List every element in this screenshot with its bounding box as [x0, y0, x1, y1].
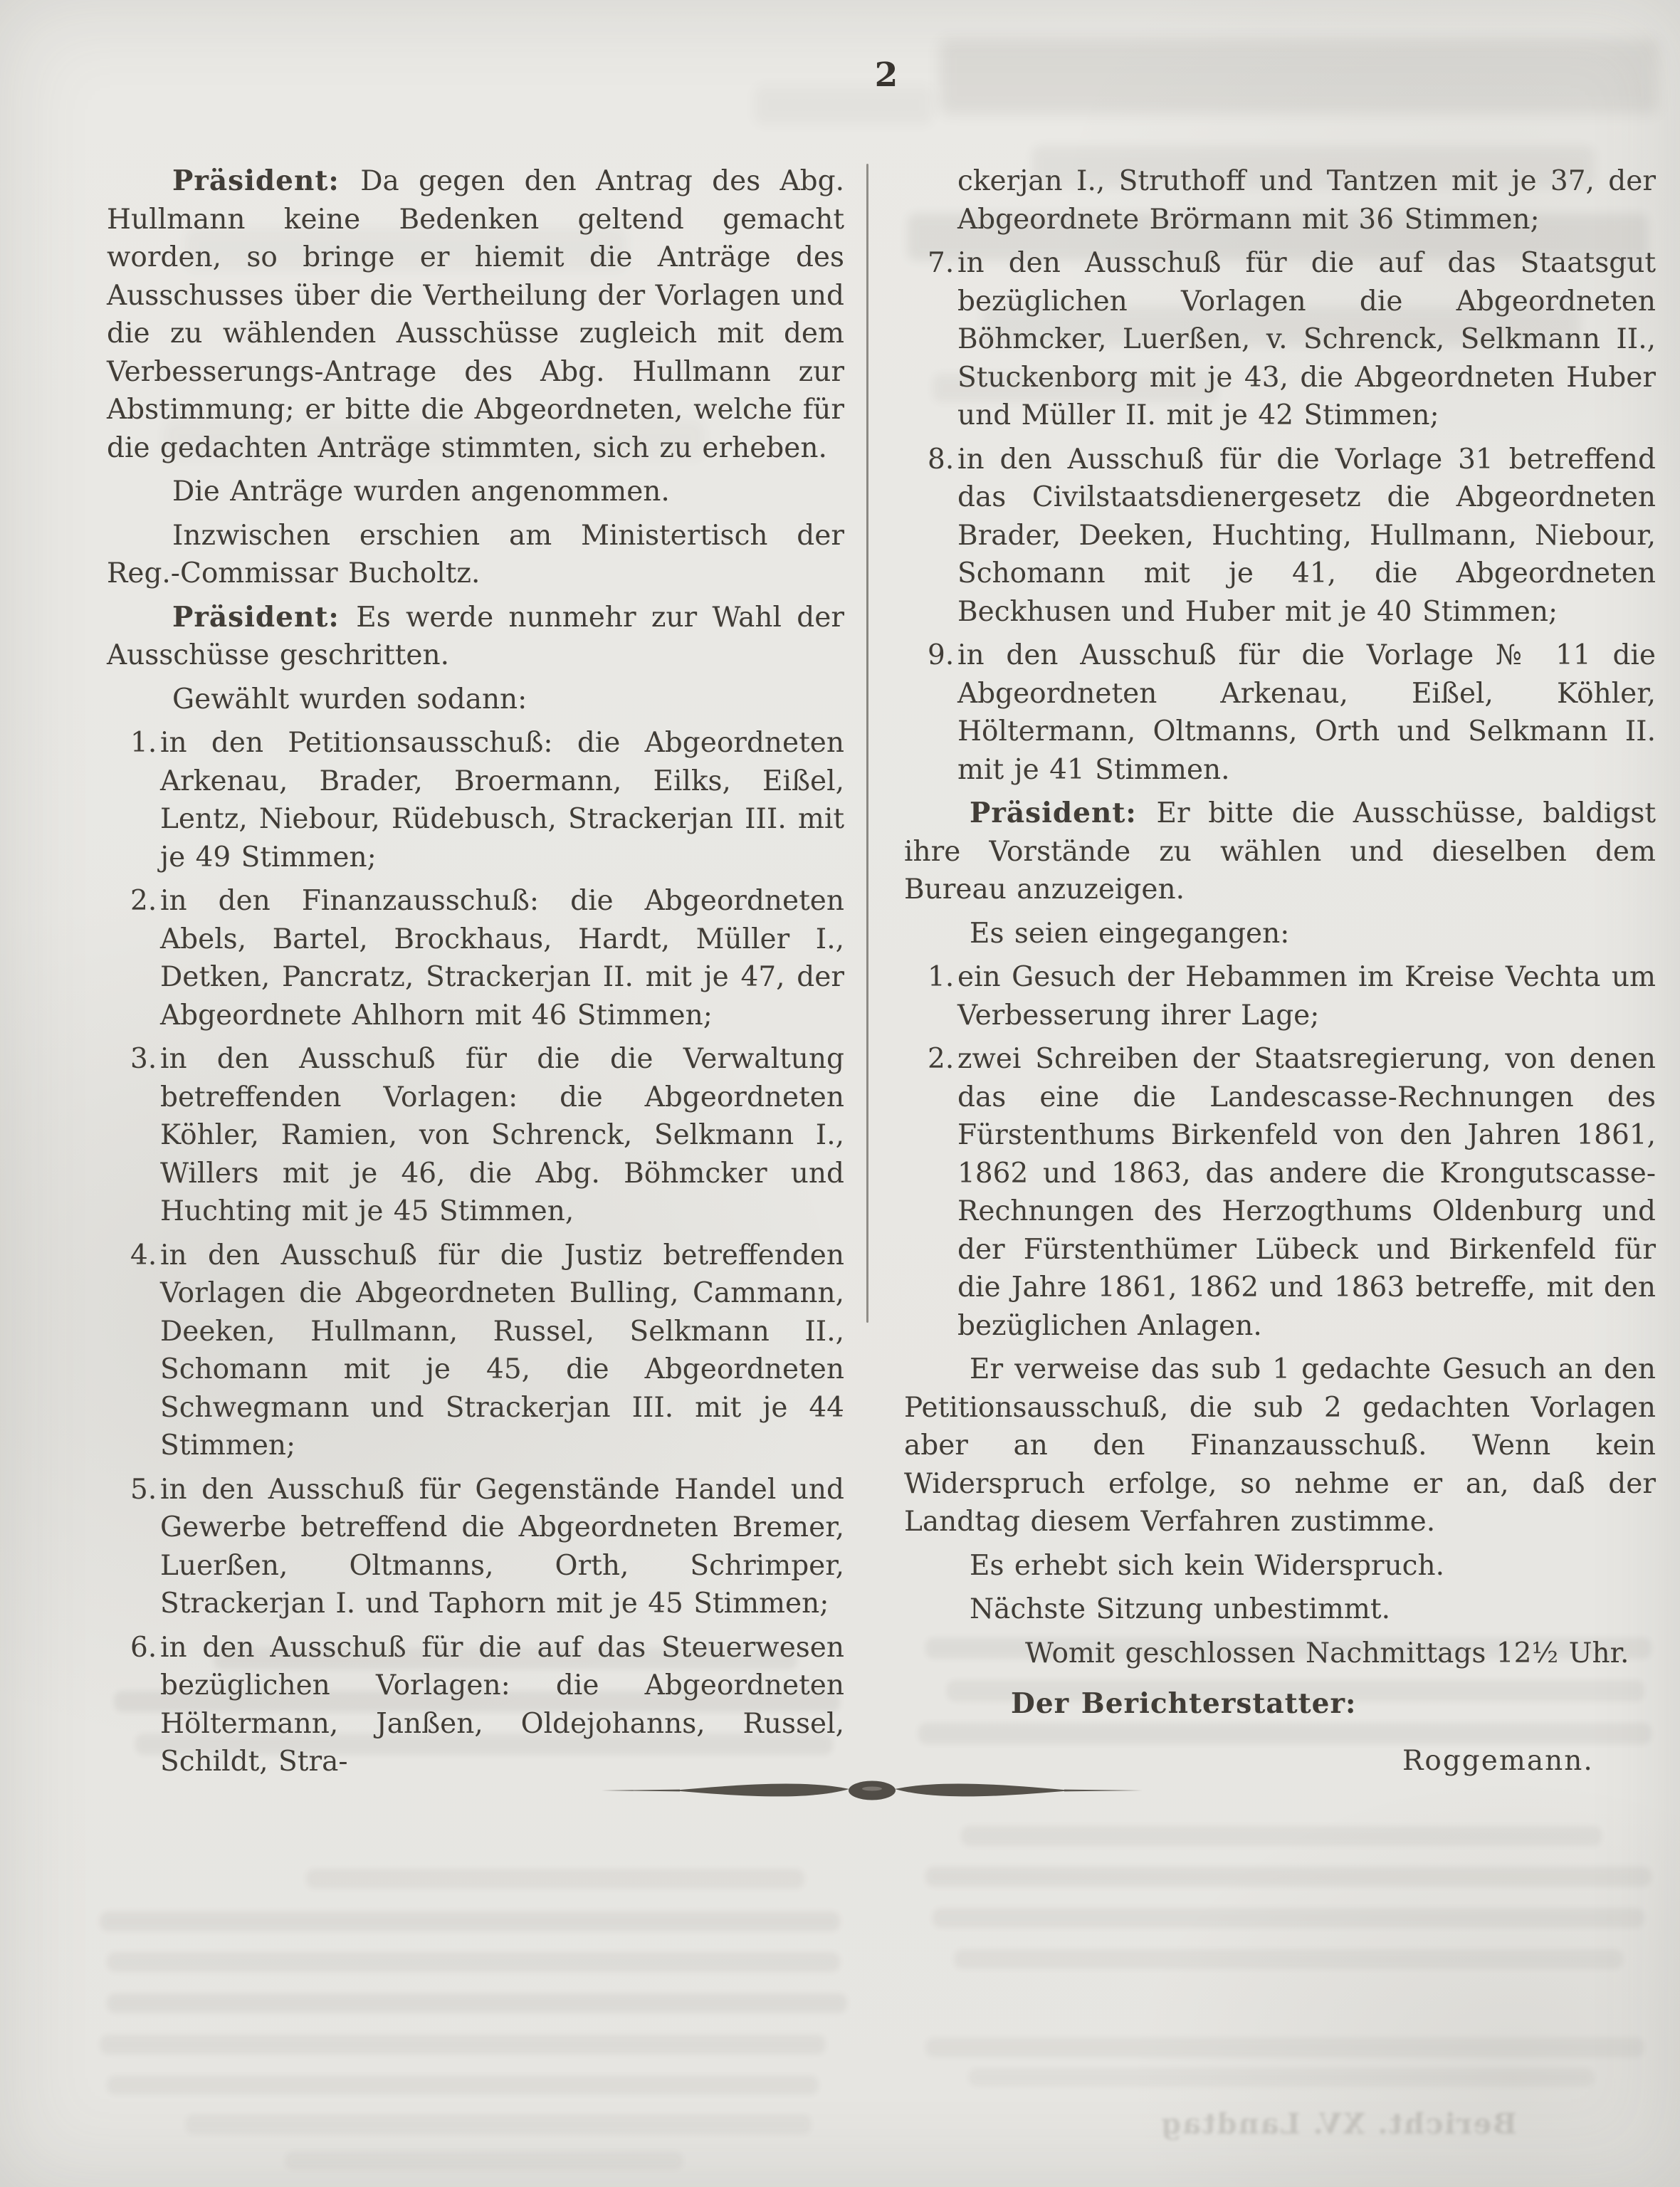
item-text: in den Ausschuß für Gegenstände Handel und Gewerbe betreffend die Abgeordneten Bremer, Luerßen, Oltmanns, Orth, Schrimper, Strackerjan I. und Taphorn mit je 45 Stimmen; — [160, 1473, 844, 1620]
ghost-bar — [107, 2075, 819, 2095]
item-text: in den Ausschuß für die auf das Staatsgut bezüglichen Vorlagen die Abgeordneten Böhmcker, Luerßen, v. Schrenck, Selkmann II., Stuckenborg mit je 43, die Abgeordneten Huber und Müller II. mit je 42 Stimmen; — [957, 247, 1656, 431]
item-number: 9. — [928, 639, 955, 671]
right-block-11-para2 — [904, 1635, 1656, 1673]
paragraph-text: Der Berichterstatter: — [1011, 1687, 1357, 1720]
item-text: in den Ausschuß für die die Verwaltung betreffenden Vorlagen: die Abgeordneten Köhler, Ramien, von Schrenck, Selkmann I., Willers mit je 46, die Abg. Böhmcker und Huchting mit je 45 Stimmen, — [160, 1043, 844, 1227]
left-column — [107, 162, 844, 1781]
paragraph-text: Die Anträge wurden angenommen. — [172, 476, 670, 508]
right-block-13-signature — [904, 1742, 1656, 1780]
left-block-10-item — [107, 1629, 844, 1781]
right-block-10-para — [904, 1590, 1656, 1629]
right-block-1-item — [904, 244, 1656, 435]
item-number: 3. — [130, 1043, 157, 1075]
left-block-5-item — [107, 724, 844, 876]
speaker-label: Präsident: — [970, 797, 1157, 829]
item-text: in den Ausschuß für die auf das Steuerwesen bezüglichen Vorlagen: die Abgeordneten Höltermann, Janßen, Oldejohanns, Russel, Schildt, Stra- — [160, 1631, 844, 1778]
ghost-bar — [933, 1908, 1644, 1928]
right-block-8-para — [904, 1351, 1656, 1541]
left-block-3-speaker — [107, 599, 844, 675]
paragraph-text: Es seien eingegangen: — [970, 917, 1290, 950]
ghost-bar — [940, 39, 1659, 114]
ghost-bar — [185, 2114, 812, 2134]
paragraph-text: Nächste Sitzung unbestimmt. — [970, 1593, 1390, 1625]
item-text: in den Ausschuß für die Justiz betreffenden Vorlagen die Abgeordneten Bulling, Cammann, Deeken, Hullmann, Russel, Selkmann II., Schomann mit je 45, die Abgeordneten Schwegmann und Strackerjan III. mit je 44 Stimmen; — [160, 1239, 844, 1462]
ghost-bar — [306, 1869, 804, 1889]
item-number: 2. — [928, 1043, 955, 1075]
right-column — [904, 162, 1656, 1780]
paragraph-text: Roggemann. — [1402, 1744, 1594, 1777]
ghost-bar — [925, 1867, 1652, 1887]
ghost-bar — [100, 1911, 840, 1931]
ghost-footer-text: Bericht. XV. Landtag — [1160, 2107, 1517, 2141]
right-block-9-para — [904, 1547, 1656, 1585]
paragraph-text: Womit geschlossen Nachmittags 12½ Uhr. — [1025, 1637, 1629, 1669]
right-block-12-heading — [904, 1685, 1656, 1724]
column-divider-rule — [866, 164, 868, 1323]
right-block-4-speaker — [904, 794, 1656, 909]
ghost-bar — [968, 2068, 1595, 2087]
paragraph-text: Es werde nunmehr zur Wahl der Ausschüsse geschritten. — [107, 601, 844, 671]
item-text: in den Ausschuß für die Vorlage № 11 die Abgeordneten Arkenau, Eißel, Köhler, Höltermann, Oltmanns, Orth und Selkmann II. mit je 41 Stimmen. — [957, 639, 1656, 786]
speaker-label: Präsident: — [172, 164, 361, 197]
ghost-bar — [100, 2035, 826, 2055]
paragraph-text: Da gegen den Antrag des Abg. Hullmann keine Bedenken geltend gemacht worden, so bringe er hiemit die Anträge des Ausschusses über die Vertheilung der Vorlagen und die zu wählenden Ausschüsse zugleich mit dem Verbesserungs-Antrage des Abg. Hullmann zur Abstimmung; er bitte die Abgeordneten, welche für die gedachten Anträge stimmten, sich zu erheben. — [107, 165, 844, 464]
item-number: 1. — [928, 961, 955, 993]
item-number: 5. — [130, 1473, 157, 1506]
ghost-bar — [961, 1826, 1602, 1846]
ghost-bar — [107, 1952, 840, 1972]
speaker-label: Präsident: — [172, 600, 357, 634]
left-block-2-para — [107, 517, 844, 593]
right-block-6-item — [904, 958, 1656, 1034]
item-text: in den Ausschuß für die Vorlage 31 betreffend das Civilstaatsdienergesetz die Abgeordneten Brader, Deeken, Huchting, Hullmann, Niebour, Schomann mit je 41, die Abgeordneten Beckhusen und Huber mit je 40 Stimmen; — [957, 443, 1656, 628]
item-text: zwei Schreiben der Staatsregierung, von denen das eine die Landescasse-Rechnungen des Fürstenthums Birkenfeld von den Jahren 1861, 1862 und 1863, das andere die Krongutscasse-Rechnungen des Herzogthums Oldenburg und der Fürstenthümer Lübeck und Birkenfeld für die Jahre 1861, 1862 und 1863 betreffe, mit den bezüglichen Anlagen. — [957, 1043, 1656, 1342]
paragraph-text: Es erhebt sich kein Widerspruch. — [970, 1549, 1445, 1582]
left-block-1-para — [107, 473, 844, 511]
page-number: 2 — [874, 56, 898, 95]
left-block-7-item — [107, 1040, 844, 1231]
ghost-bar — [925, 2037, 1644, 2057]
ghost-bar — [285, 2151, 683, 2170]
item-number: 2. — [130, 885, 157, 917]
item-number: 8. — [928, 443, 955, 476]
right-block-2-item — [904, 441, 1656, 631]
right-block-7-item — [904, 1040, 1656, 1345]
item-number: 4. — [130, 1239, 157, 1271]
divider-ornament — [602, 1777, 1143, 1805]
left-block-9-item — [107, 1471, 844, 1623]
item-text: in den Petitionsausschuß: die Abgeordneten Arkenau, Brader, Broermann, Eilks, Eißel, Lentz, Niebour, Rüdebusch, Strackerjan III. mit je 49 Stimmen; — [160, 727, 844, 874]
item-number: 7. — [928, 247, 955, 279]
paragraph-text: Er bitte die Ausschüsse, baldigst ihre Vorstände zu wählen und dieselben dem Bureau anzuzeigen. — [904, 797, 1656, 906]
ghost-bar — [107, 1993, 847, 2013]
paragraph-text: ckerjan I., Struthoff und Tantzen mit je 37, der Abgeordnete Brörmann mit 36 Stimmen; — [957, 165, 1656, 236]
paragraph-text: Gewählt wurden sodann: — [172, 683, 527, 715]
left-block-0-speaker — [107, 162, 844, 467]
item-number: 6. — [130, 1631, 157, 1664]
swelled-rule-icon — [602, 1777, 1143, 1805]
left-block-4-para — [107, 681, 844, 719]
item-text: ein Gesuch der Hebammen im Kreise Vechta um Verbesserung ihrer Lage; — [957, 961, 1656, 1032]
ghost-bar — [954, 1949, 1623, 1969]
paragraph-text: Inzwischen erschien am Ministertisch der Reg.-Commissar Bucholtz. — [107, 519, 844, 589]
right-block-3-item — [904, 636, 1656, 789]
right-block-5-para — [904, 915, 1656, 953]
paragraph-text: Er verweise das sub 1 gedachte Gesuch an den Petitionsausschuß, die sub 2 gedachten Vorlagen aber an den Finanzausschuß. Wenn kein Widerspruch erfolge, so nehme er an, daß der Landtag diesem Verfahren zustimme. — [904, 1353, 1656, 1538]
item-number: 1. — [130, 727, 157, 759]
item-text: in den Finanzausschuß: die Abgeordneten Abels, Bartel, Brockhaus, Hardt, Müller I., Detken, Pancratz, Strackerjan II. mit je 47, der Abgeordnete Ahlhorn mit 46 Stimmen; — [160, 885, 844, 1032]
left-block-8-item — [107, 1237, 844, 1465]
left-block-6-item — [107, 882, 844, 1034]
right-block-0-cont — [904, 162, 1656, 238]
